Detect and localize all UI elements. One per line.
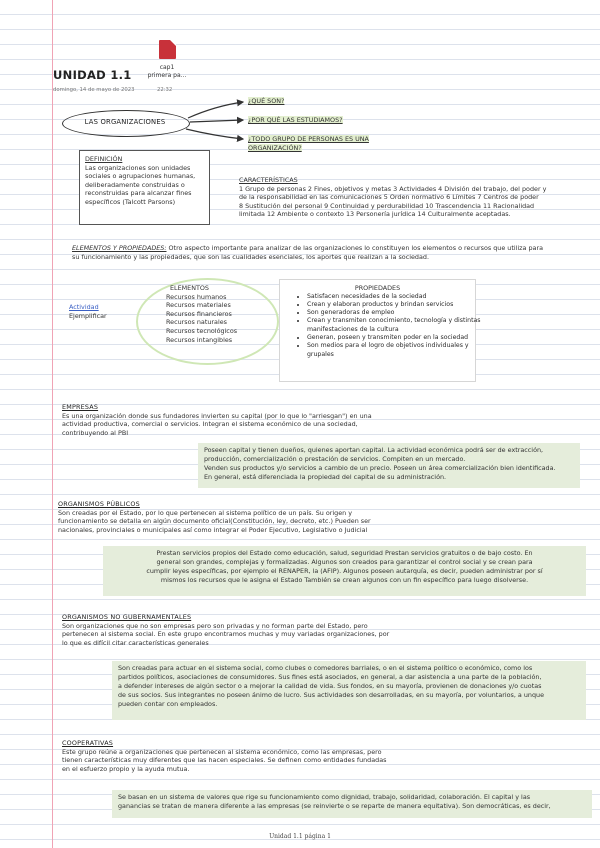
element-item: Recursos materiales	[166, 301, 231, 310]
page-date: domingo, 14 de mayo de 2023	[53, 87, 135, 93]
activity-sub: Ejemplificar	[69, 311, 107, 320]
empresas-panel: Poseen capital y tienen dueños, quienes aportan capital. La actividad económica podrá ser de extracción, producción, comercialización o prestación de servicios. Compiten en un mercado. Venden sus productos y/o servicios a cambio de un precio. Poseen un área comercialización bien identificada. En general, está diferenciada la propiedad del capital de su administración.	[198, 443, 580, 488]
element-item: Recursos financieros	[166, 309, 232, 318]
elements-title: ELEMENTOS	[170, 284, 209, 292]
question-por-que: ¿POR QUÉ LAS ESTUDIAMOS?	[248, 116, 343, 124]
publicos-panel: Prestan servicios propios del Estado como educación, salud, seguridad Prestan servicios gratuitos o de bajo costo. En general son grandes, complejas y formalizadas. Algunos son creados para garantizar el control social y se crean para cumplir leyes específicas, por ejemplo el RENAPER, la (AFIP). Algunos poseen autarquía, es decir, pueden administrar por sí mismos los recursos que le asigna el Estado También se crean algunos con un fin específico para luego disolverse.	[103, 546, 586, 596]
property-item: • Son medios para el logro de objetivos individuales y grupales	[307, 342, 482, 359]
element-item: Recursos humanos	[166, 292, 227, 301]
characteristics-title: CARACTERÍSTICAS	[239, 176, 298, 184]
cooperativas-block: COOPERATIVAS Este grupo reúne a organizaciones que pertenecen al sistema económico, como las empresas, pero tienen características muy diferentes que las hacen especiales. Se definen como entidades fundadas en el esfuerzo propio y la ayuda mutua.	[62, 739, 442, 773]
characteristics-block: CARACTERÍSTICAS 1 Grupo de personas 2 Fines, objetivos y metas 3 Actividades 4 División del trabajo, del poder y de la responsabilidad en las comunicaciones 5 Orden normativo 6 Límites 7 Centros de poder 8 Sustitución del personal 9 Continuidad y perdurabilidad 10 Trascendencia 11 Racionalidad limitada 12 Ambiente o contexto 13 Personería jurídica 14 Culturalmente aceptadas.	[239, 176, 579, 219]
property-item: • Generan, poseen y transmiten poder en la sociedad	[307, 334, 482, 342]
property-item: • Crean y transmiten conocimiento, tecnología y distintas manifestaciones de la cultura	[307, 317, 482, 334]
mindmap-center-label: LAS ORGANIZACIONES	[84, 118, 166, 126]
cooperativas-title: COOPERATIVAS	[62, 739, 114, 747]
empresas-title: EMPRESAS	[62, 403, 99, 411]
question-grupo: ¿TODO GRUPO DE PERSONAS ES UNA ORGANIZACIÓN?	[248, 135, 369, 152]
property-item: • Satisfacen necesidades de la sociedad	[307, 293, 482, 301]
properties-box	[279, 279, 481, 382]
ong-title: ORGANISMOS NO GUBERNAMENTALES	[62, 613, 192, 621]
publicos-block: ORGANISMOS PÚBLICOS Son creadas por el Estado, por lo que pertenecen al sistema político de un país. Su origen y funcionamiento se detalla en algún documento oficial(Constitución, ley, decreto, etc.) Pueden ser nacionales, provinciales o municipales así como integrar el Poder Ejecutivo, Legislativo o Judicial	[58, 500, 438, 534]
element-item: Recursos tecnológicos	[166, 326, 238, 335]
definition-box: DEFINICIÓN Las organizaciones son unidades sociales o agrupaciones humanas, deliberadamente construidas o reconstruidas para alcanzar fines específicos (Talcott Parsons)	[79, 150, 210, 225]
ong-panel: Son creadas para actuar en el sistema social, como clubes o comedores barriales, o en el sistema político o económico, como los partidos políticos, asociaciones de consumidores. Sus fines está asociados, en general, a dar asistencia a una parte de la población, a defender intereses de algún sector o a mejorar la calidad de vida. Sus fondos, en su mayoría, provienen de donaciones y/o cuotas de sus socios. Sus integrantes no poseen ánimo de lucro. Sus actividades son desarrolladas, en su mayoría, por voluntarios, a unque pueden contar con empleados.	[112, 661, 586, 720]
properties-title: PROPIEDADES	[354, 284, 401, 292]
page-time: 22:32	[157, 87, 173, 93]
property-item: • Crean y elaboran productos y brindan servicios	[307, 301, 482, 309]
elements-intro: ELEMENTOS Y PROPIEDADES: Otro aspecto importante para analizar de las organizaciones lo constituyen los elementos o recursos que utiliza para su funcionamiento y las propiedades, que son las cualidades esenciales, los aportes que realizan a la sociedad.	[72, 244, 543, 261]
publicos-title: ORGANISMOS PÚBLICOS	[58, 500, 140, 508]
definition-title: DEFINICIÓN	[85, 155, 123, 163]
element-item: Recursos naturales	[166, 318, 227, 327]
page-title: UNIDAD 1.1	[53, 68, 132, 82]
empresas-block: EMPRESAS Es una organización donde sus fundadores invierten su capital (por lo que lo "arriesgan") en una actividad productiva, comercial o servicios. Integran el sistema económico de una sociedad, contribuyendo al PBI	[62, 403, 422, 437]
element-item: Recursos intangibles	[166, 335, 233, 344]
cooperativas-panel: Se basan en un sistema de valores que rige su funcionamiento como dignidad, trabajo, solidaridad, colaboración. El capital y las ganancias se tratan de manera diferente a las empresas (se reinvierte o se reparte de manera equitativa). Son democráticas, es decir,	[112, 790, 592, 818]
property-item: • Son generadoras de empleo	[307, 309, 482, 317]
activity-link[interactable]: Actividad	[69, 303, 99, 311]
page-footer: Unidad 1.1 página 1	[269, 833, 331, 840]
elements-list	[166, 284, 266, 344]
question-que-son: ¿QUÉ SON?	[248, 97, 285, 105]
attachment-name[interactable]: cap1 primera pa...	[147, 64, 187, 79]
ong-block: ORGANISMOS NO GUBERNAMENTALES Son organizaciones que no son empresas pero son privadas y no forman parte del Estado, pero pertenecen al sistema social. En este grupo encontramos muchas y muy variadas organizaciones, por lo que es difícil citar características generales	[62, 613, 442, 647]
activity-block	[69, 303, 107, 320]
